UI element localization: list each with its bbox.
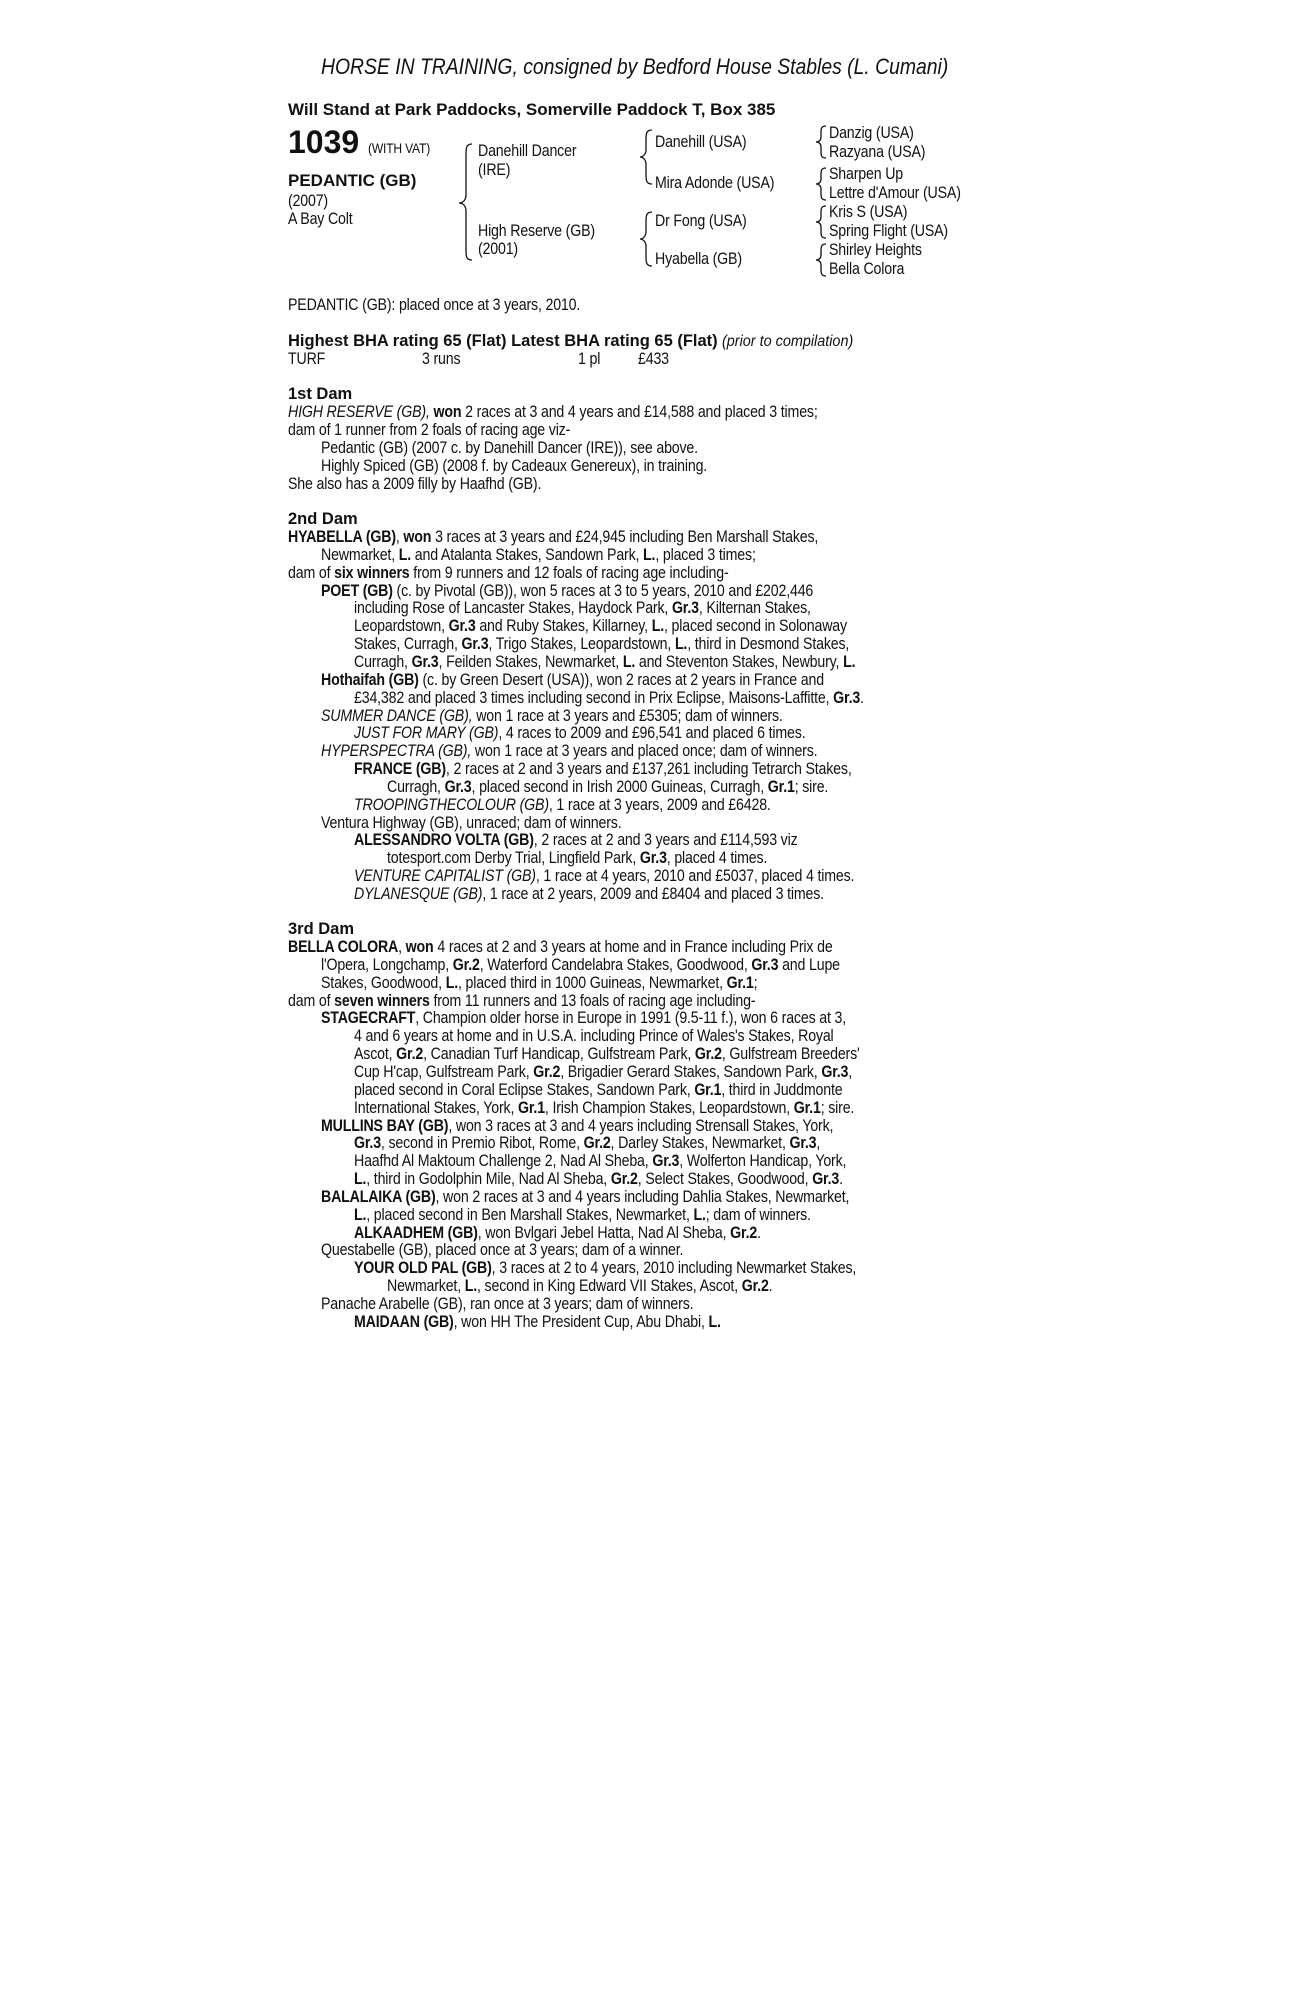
second-dam-text: Gr.3 xyxy=(411,652,439,671)
third-dam-text: Gr.2 xyxy=(730,1223,758,1242)
third-dam-text: Gr.3 xyxy=(354,1134,381,1153)
third-dam-text: Gr.1 xyxy=(726,973,754,992)
second-dam-line xyxy=(354,760,852,779)
second-dam-line xyxy=(321,546,756,565)
third-dam-text: ALKAADHEM (GB) xyxy=(354,1223,478,1242)
third-dam-text: Newmarket, xyxy=(387,1277,465,1296)
second-dam-text: , Feilden Stakes, Newmarket, xyxy=(438,652,623,671)
third-dam-text: Stakes, Goodwood, xyxy=(321,973,446,992)
third-dam-line xyxy=(354,1206,811,1225)
third-dam-text: Gr.1 xyxy=(793,1098,821,1117)
pedigree-sire-country: (IRE) xyxy=(478,161,511,179)
second-dam-text: Leopardstown, xyxy=(354,617,449,636)
third-dam-text: STAGECRAFT xyxy=(321,1009,416,1028)
second-dam-text: from 9 runners and 12 foals of racing age including- xyxy=(409,563,729,582)
third-dam-text: L. xyxy=(708,1312,721,1331)
third-dam-text: Gr.2 xyxy=(452,955,480,974)
second-dam-line xyxy=(354,724,805,743)
second-dam-line xyxy=(354,617,847,636)
second-dam-line xyxy=(387,849,767,868)
pedigree-dds: Shirley Heights xyxy=(829,241,922,259)
third-dam-line xyxy=(321,1295,693,1314)
third-dam-line xyxy=(354,1170,843,1189)
pedigree-dam-year: (2001) xyxy=(478,240,518,258)
third-dam-text: , won Bvlgari Jebel Hatta, Nad Al Sheba, xyxy=(477,1223,731,1242)
surface-label: TURF xyxy=(288,350,326,368)
second-dam-text: (c. by Pivotal (GB)), won 5 races at 3 to 5 years, 2010 and £202,446 xyxy=(392,581,814,600)
second-dam-text: JUST FOR MARY (GB) xyxy=(354,724,499,743)
second-dam-text: , placed 3 times; xyxy=(655,545,756,564)
second-dam-line xyxy=(321,814,621,833)
second-dam-text: 3 races at 3 years and £24,945 including Ben Marshall Stakes, xyxy=(431,528,819,546)
second-dam-line xyxy=(387,778,828,797)
pedigree-sire-sire: Danehill (USA) xyxy=(655,133,747,151)
third-dam-text: Gr.2 xyxy=(694,1045,722,1064)
third-dam-text: Panache Arabelle (GB), ran once at 3 years; dam of winners. xyxy=(321,1295,694,1313)
third-dam-text: , won 2 races at 3 and 4 years including Dahlia Stakes, Newmarket, xyxy=(435,1187,850,1206)
second-dam-text: TROOPINGTHECOLOUR (GB) xyxy=(354,795,549,814)
second-dam-text: won 1 race at 3 years and placed once; dam of winners. xyxy=(471,742,818,761)
second-dam-text: L. xyxy=(398,545,412,564)
second-dam-text: , 2 races at 2 and 3 years and £114,593 viz xyxy=(533,831,798,850)
horse-name: PEDANTIC (GB) xyxy=(288,171,417,190)
pedigree-dam-sire: Dr Fong (USA) xyxy=(655,212,747,230)
second-dam-text: Gr.3 xyxy=(461,635,489,654)
rating-note: (prior to compilation) xyxy=(722,333,854,350)
third-dam-text: BALALAIKA (GB) xyxy=(321,1187,436,1206)
first-dam-line-3: Pedantic (GB) (2007 c. by Danehill Dancer (IRE)), see above. xyxy=(321,439,698,457)
second-dam-text: Curragh, xyxy=(387,777,445,796)
third-dam-text: , third in Juddmonte xyxy=(721,1080,843,1099)
second-dam-text: Hothaifah (GB) xyxy=(321,670,419,689)
third-dam-text: l'Opera, Longchamp, xyxy=(321,955,453,974)
rating-line xyxy=(288,332,868,351)
third-dam-line xyxy=(354,1045,860,1064)
first-dam-heading: 1st Dam xyxy=(288,385,353,403)
second-dam-text: L. xyxy=(622,652,636,671)
third-dam-line xyxy=(354,1027,834,1046)
second-dam-line xyxy=(321,707,783,726)
second-dam-text: L. xyxy=(674,635,688,654)
second-dam-text: totesport.com Derby Trial, Lingfield Park, xyxy=(387,849,640,868)
third-dam-text: Gr.2 xyxy=(610,1170,638,1189)
third-dam-text: MULLINS BAY (GB) xyxy=(321,1116,449,1135)
first-dam-won: won xyxy=(433,403,462,421)
second-dam-text: , 2 races at 2 and 3 years and £137,261 including Tetrarch Stakes, xyxy=(445,760,852,779)
third-dam-text: Gr.2 xyxy=(741,1277,769,1296)
second-dam-line xyxy=(288,528,818,547)
third-dam-text: . xyxy=(839,1170,843,1189)
third-dam-text: , second in Premio Ribot, Rome, xyxy=(380,1134,584,1153)
second-dam-line xyxy=(354,831,798,850)
second-dam-text: , third in Desmond Stakes, xyxy=(687,635,850,654)
second-dam-text: POET (GB) xyxy=(321,581,393,600)
second-dam-line xyxy=(321,671,824,690)
third-dam-text: L. xyxy=(464,1277,478,1296)
third-dam-text: , Brigadier Gerard Stakes, Sandown Park, xyxy=(560,1062,822,1081)
third-dam-text: , placed second in Ben Marshall Stakes, Newmarket, xyxy=(366,1205,694,1224)
third-dam-text: ; sire. xyxy=(820,1098,855,1117)
first-dam-line-4: Highly Spiced (GB) (2008 f. by Cadeaux Genereux), in training. xyxy=(321,457,708,475)
second-dam-text: (c. by Green Desert (USA)), won 2 races at 2 years in France and xyxy=(418,670,824,689)
third-dam-text: , xyxy=(816,1134,821,1153)
second-dam-text: , placed second in Irish 2000 Guineas, Curragh, xyxy=(471,777,768,796)
second-dam-line xyxy=(354,885,824,904)
third-dam-line xyxy=(321,974,757,993)
third-dam-text: BELLA COLORA xyxy=(288,938,399,956)
third-dam-text: dam of xyxy=(288,991,335,1010)
third-dam-text: L. xyxy=(354,1205,367,1224)
third-dam-text: , Champion older horse in Europe in 1991 (9.5-11 f.), won 6 races at 3, xyxy=(415,1009,847,1028)
second-dam-text: , placed second in Solonaway xyxy=(663,617,847,636)
third-dam-line xyxy=(354,1259,856,1278)
third-dam-line xyxy=(354,1152,846,1171)
first-dam-line-5: She also has a 2009 filly by Haafhd (GB). xyxy=(288,475,542,493)
third-dam-heading: 3rd Dam xyxy=(288,920,355,938)
horse-description: A Bay Colt xyxy=(288,210,353,228)
third-dam-text: Gr.2 xyxy=(396,1045,424,1064)
second-dam-text: £34,382 and placed 3 times including second in Prix Eclipse, Maisons-Laffitte, xyxy=(354,688,834,707)
placed-count: 1 pl xyxy=(578,350,601,368)
second-dam-text: L. xyxy=(843,652,856,671)
second-dam-heading: 2nd Dam xyxy=(288,510,358,528)
second-dam-line xyxy=(354,653,855,672)
second-dam-line xyxy=(354,689,864,708)
third-dam-text: Gr.3 xyxy=(812,1170,840,1189)
third-dam-text: , Irish Champion Stakes, Leopardstown, xyxy=(544,1098,794,1117)
second-dam-text: Newmarket, xyxy=(321,545,399,564)
pedigree-dam: High Reserve (GB) xyxy=(478,222,595,240)
third-dam-line xyxy=(321,1188,849,1207)
third-dam-text: Ascot, xyxy=(354,1045,397,1064)
second-dam-text: VENTURE CAPITALIST (GB) xyxy=(354,867,536,886)
third-dam-text: from 11 runners and 13 foals of racing age including- xyxy=(429,991,756,1010)
third-dam-text: placed second in Coral Eclipse Stakes, Sandown Park, xyxy=(354,1080,695,1099)
pedigree-dam-dam: Hyabella (GB) xyxy=(655,250,742,268)
third-dam-text: , Gulfstream Breeders' xyxy=(721,1045,860,1064)
third-dam-text: and Lupe xyxy=(778,955,840,974)
third-dam-text: L. xyxy=(445,973,458,992)
second-dam-line xyxy=(354,867,854,886)
first-dam-line-2: dam of 1 runner from 2 foals of racing age viz- xyxy=(288,421,571,439)
third-dam-text: International Stakes, York, xyxy=(354,1098,519,1117)
second-dam-text: won 1 race at 3 years and £5305; dam of winners. xyxy=(472,706,783,725)
third-dam-text: , Select Stakes, Goodwood, xyxy=(637,1170,813,1189)
third-dam-text: 4 races at 2 and 3 years at home and in France including Prix de xyxy=(433,938,833,956)
second-dam-text: and Steventon Stakes, Newbury, xyxy=(635,652,844,671)
third-dam-text: , second in King Edward VII Stakes, Ascot, xyxy=(477,1277,742,1296)
second-dam-text: dam of xyxy=(288,563,335,582)
second-dam-text: , xyxy=(395,528,404,546)
third-dam-text: , won HH The President Cup, Abu Dhabi, xyxy=(453,1312,709,1331)
third-dam-text: seven winners xyxy=(334,991,430,1010)
third-dam-text: , placed third in 1000 Guineas, Newmarket, xyxy=(457,973,727,992)
pedigree-ssd: Razyana (USA) xyxy=(829,143,926,161)
second-dam-text: . xyxy=(860,688,864,707)
second-dam-text: Gr.3 xyxy=(448,617,476,636)
race-summary: PEDANTIC (GB): placed once at 3 years, 2010. xyxy=(288,296,581,314)
third-dam-text: Gr.1 xyxy=(694,1080,722,1099)
second-dam-text: HYABELLA (GB) xyxy=(288,528,396,546)
third-dam-line xyxy=(288,938,833,957)
third-dam-text: , xyxy=(398,938,406,956)
third-dam-line xyxy=(354,1313,721,1332)
third-dam-text: Gr.2 xyxy=(583,1134,611,1153)
second-dam-text: Gr.3 xyxy=(639,849,667,868)
rating-bold: Highest BHA rating 65 (Flat) Latest BHA rating 65 (Flat) xyxy=(288,332,718,350)
second-dam-text: DYLANESQUE (GB) xyxy=(354,885,483,903)
second-dam-text: L. xyxy=(651,617,664,636)
horse-year: (2007) xyxy=(288,192,328,210)
third-dam-text: Gr.1 xyxy=(518,1098,545,1117)
third-dam-text: Gr.3 xyxy=(789,1134,817,1153)
third-dam-text: , Canadian Turf Handicap, Gulfstream Park, xyxy=(423,1045,695,1064)
third-dam-text: . xyxy=(757,1223,761,1242)
third-dam-text: L. xyxy=(693,1205,706,1224)
third-dam-line xyxy=(321,956,840,975)
third-dam-text: , Wolferton Handicap, York, xyxy=(679,1152,847,1171)
third-dam-text: Questabelle (GB), placed once at 3 years; dam of a winner. xyxy=(321,1241,684,1260)
stand-location: Will Stand at Park Paddocks, Somerville Paddock T, Box 385 xyxy=(288,100,776,119)
pedigree-sds: Sharpen Up xyxy=(829,165,904,183)
second-dam-text: Curragh, xyxy=(354,652,412,671)
earnings: £433 xyxy=(638,350,669,368)
third-dam-line xyxy=(354,1063,852,1082)
third-dam-line xyxy=(288,992,755,1011)
third-dam-line xyxy=(321,1117,833,1136)
second-dam-text: and Ruby Stakes, Killarney, xyxy=(475,617,652,636)
second-dam-text: SUMMER DANCE (GB), xyxy=(321,706,473,725)
consignment-header: HORSE IN TRAINING, consigned by Bedford House Stables (L. Cumani) xyxy=(321,54,949,79)
third-dam-text: , xyxy=(848,1062,853,1081)
third-dam-text: Gr.3 xyxy=(652,1152,680,1171)
pedigree-dss: Kris S (USA) xyxy=(829,203,908,221)
first-dam-name: HIGH RESERVE (GB), xyxy=(288,403,430,421)
second-dam-text: won xyxy=(403,528,432,546)
third-dam-text: Gr.2 xyxy=(533,1062,561,1081)
second-dam-text: ALESSANDRO VOLTA (GB) xyxy=(354,831,534,850)
third-dam-line xyxy=(354,1134,820,1153)
second-dam-text: ; sire. xyxy=(794,777,829,796)
third-dam-line xyxy=(321,1009,846,1028)
second-dam-text: , 1 race at 3 years, 2009 and £6428. xyxy=(548,795,771,814)
second-dam-text: including Rose of Lancaster Stakes, Haydock Park, xyxy=(354,599,672,618)
third-dam-text: , won 3 races at 3 and 4 years including Strensall Stakes, York, xyxy=(448,1116,834,1135)
second-dam-line xyxy=(321,742,817,761)
third-dam-text: YOUR OLD PAL (GB) xyxy=(354,1259,492,1278)
runs-count: 3 runs xyxy=(422,350,461,368)
second-dam-text: , 1 race at 2 years, 2009 and £8404 and placed 3 times. xyxy=(482,885,824,903)
second-dam-text: Stakes, Curragh, xyxy=(354,635,462,654)
second-dam-line xyxy=(354,599,811,618)
third-dam-text: . xyxy=(768,1277,773,1296)
pedigree-sire: Danehill Dancer xyxy=(478,142,577,160)
third-dam-text: , third in Godolphin Mile, Nad Al Sheba, xyxy=(366,1170,611,1189)
third-dam-text: won xyxy=(405,938,434,956)
lot-number: 1039 xyxy=(288,124,360,160)
second-dam-text: Ventura Highway (GB), unraced; dam of winners. xyxy=(321,813,622,832)
second-dam-text: Gr.3 xyxy=(444,777,472,796)
third-dam-text: Gr.3 xyxy=(751,955,779,974)
third-dam-text: , 3 races at 2 to 4 years, 2010 including Newmarket Stakes, xyxy=(491,1259,857,1278)
first-dam-line-1 xyxy=(288,403,818,422)
third-dam-text: ; xyxy=(753,973,758,992)
pedigree-sss: Danzig (USA) xyxy=(829,124,914,142)
third-dam-line xyxy=(354,1224,761,1243)
third-dam-line xyxy=(354,1081,842,1100)
first-dam-record: 2 races at 3 and 4 years and £14,588 and placed 3 times; xyxy=(465,403,818,421)
second-dam-text: Gr.1 xyxy=(767,777,795,796)
third-dam-text: MAIDAAN (GB) xyxy=(354,1312,454,1331)
pedigree-ddd: Bella Colora xyxy=(829,260,905,278)
second-dam-text: and Atalanta Stakes, Sandown Park, xyxy=(411,545,644,564)
second-dam-line xyxy=(354,796,771,815)
second-dam-text: , 4 races to 2009 and £96,541 and placed 6 times. xyxy=(498,724,806,743)
second-dam-line xyxy=(321,582,813,601)
second-dam-text: HYPERSPECTRA (GB), xyxy=(321,742,472,761)
second-dam-text: , 1 race at 4 years, 2010 and £5037, placed 4 times. xyxy=(535,867,855,886)
third-dam-text: , Darley Stakes, Newmarket, xyxy=(610,1134,790,1153)
second-dam-text: , Kilternan Stakes, xyxy=(698,599,811,618)
third-dam-text: Haafhd Al Maktoum Challenge 2, Nad Al Sheba, xyxy=(354,1152,653,1171)
third-dam-text: , Waterford Candelabra Stakes, Goodwood, xyxy=(479,955,752,974)
second-dam-text: Gr.3 xyxy=(833,688,861,707)
pedigree-sire-dam: Mira Adonde (USA) xyxy=(655,174,775,192)
second-dam-text: FRANCE (GB) xyxy=(354,760,446,779)
third-dam-text: L. xyxy=(354,1170,367,1189)
third-dam-line xyxy=(321,1241,683,1260)
second-dam-text: , placed 4 times. xyxy=(666,849,768,868)
third-dam-text: Cup H'cap, Gulfstream Park, xyxy=(354,1062,534,1081)
third-dam-text: ; dam of winners. xyxy=(705,1205,811,1224)
second-dam-text: six winners xyxy=(334,563,410,582)
pedigree-sdd: Lettre d'Amour (USA) xyxy=(829,184,961,202)
third-dam-text: Gr.3 xyxy=(821,1062,849,1081)
second-dam-text: Gr.3 xyxy=(671,599,699,618)
second-dam-line xyxy=(354,635,849,654)
third-dam-text: 4 and 6 years at home and in U.S.A. including Prince of Wales's Stakes, Royal xyxy=(354,1027,834,1046)
second-dam-text: L. xyxy=(643,545,656,564)
vat-note: (WITH VAT) xyxy=(368,140,431,156)
third-dam-line xyxy=(354,1099,854,1118)
second-dam-text: , Trigo Stakes, Leopardstown, xyxy=(488,635,675,654)
third-dam-line xyxy=(387,1277,772,1296)
pedigree-dsd: Spring Flight (USA) xyxy=(829,222,948,240)
second-dam-line xyxy=(288,564,729,583)
